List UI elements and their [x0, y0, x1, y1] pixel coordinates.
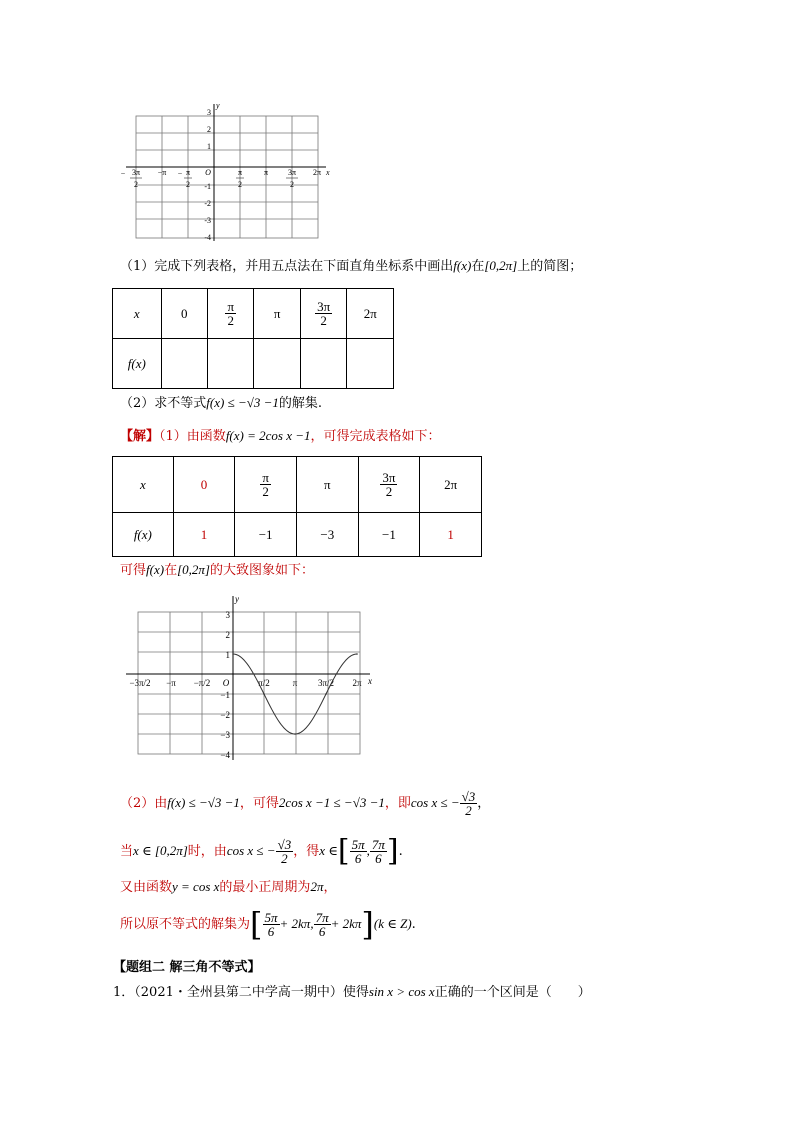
table-cell: π: [254, 289, 300, 339]
x-axis-label: x: [326, 168, 330, 177]
data-point: [325, 693, 327, 695]
table-cell: 0: [161, 289, 207, 339]
table-cell: [300, 339, 347, 389]
question-text: 在: [471, 259, 485, 274]
y-tick-label: −2: [220, 710, 230, 720]
function-graph: [118, 590, 380, 768]
svg-text:−: −: [120, 169, 126, 178]
punct: .: [411, 917, 416, 932]
math-expr: [0,2π]: [484, 258, 518, 273]
bracket-left: [: [250, 905, 263, 944]
data-point: [356, 653, 358, 655]
part2-question: [120, 393, 322, 414]
sol2-line4: [120, 904, 416, 944]
fraction: [314, 911, 331, 938]
y-axis-label: y: [216, 101, 220, 110]
solution-text: 当: [120, 844, 134, 859]
x-tick: π: [263, 168, 269, 177]
table-cell: [161, 339, 207, 389]
question-text: 使得: [342, 985, 369, 1000]
x-tick: π: [185, 168, 191, 177]
solution-text: ，即: [384, 796, 411, 811]
x-tick-label: π: [292, 678, 298, 688]
math-expr: f(x): [453, 258, 472, 273]
sol2-line2: 当x ∈ [0,2π]时，由cos x ≤ − $\frac{√3}{2}$ ，得x ∈[ $\frac{5\pi}{6}$ , $\frac{7\pi}{6}$ ].: [120, 833, 403, 869]
solution-text: 在: [164, 563, 178, 578]
math-expr: + 2kπ,: [279, 916, 314, 931]
solution-tag: 【解】: [120, 429, 160, 444]
y-tick-label: −3: [220, 730, 230, 740]
solution-text: 又由函数: [120, 880, 173, 895]
part-number: （1）: [120, 259, 155, 274]
frac-denominator: 2: [465, 803, 472, 818]
frac-denominator: 6: [375, 851, 382, 866]
answer-table: [112, 456, 482, 557]
x-tick-label: 2π: [352, 678, 362, 688]
question-text: 求不等式: [154, 396, 207, 411]
y-tick: 1: [207, 142, 211, 151]
solution-text: 的最小正周期为: [219, 880, 311, 895]
solution-text: 由函数: [186, 429, 226, 444]
question-number: 1．: [113, 985, 135, 1000]
x-tick-label: π/2: [258, 678, 270, 688]
y-tick-label: 1: [225, 650, 230, 660]
table-cell: 2π: [347, 289, 394, 339]
table-header: f(x): [113, 339, 162, 389]
math-expr: 2π: [310, 879, 324, 894]
frac-denominator: 2: [281, 851, 288, 866]
question-source: （2021・全州县第二中学高一期中）: [134, 985, 343, 1000]
solution-text: 的大致图象如下：: [209, 563, 314, 578]
table-cell: [207, 339, 253, 389]
data-point: [294, 733, 296, 735]
frac-numerator: 5π: [264, 910, 278, 925]
svg-text:2: 2: [186, 180, 190, 189]
sol2-line3: [120, 877, 336, 898]
graph-intro: [120, 560, 314, 581]
table-cell: [347, 339, 394, 389]
frac-numerator: √3: [277, 837, 292, 852]
fraction: [263, 911, 280, 938]
math-expr: (k ∈ Z): [373, 916, 412, 931]
solution-text: 可得: [120, 563, 147, 578]
part1-question: [120, 256, 582, 277]
frac-denominator: 6: [267, 924, 275, 939]
x-tick-label: 3π/2: [317, 678, 335, 688]
punct: ，: [477, 796, 491, 811]
x-tick-label: −π: [166, 678, 176, 688]
math-expr: + 2kπ: [330, 916, 362, 931]
table-cell: 2π: [420, 457, 482, 513]
frac-numerator: √3: [461, 789, 476, 804]
math-expr: x ∈: [319, 843, 338, 858]
svg-text:2: 2: [134, 180, 138, 189]
y-tick-label: −4: [220, 750, 230, 760]
blank-table: [112, 288, 394, 389]
frac-numerator: 5π: [351, 837, 365, 852]
table-cell: π: [296, 457, 358, 513]
group-title: 【题组二 解三角不等式】: [113, 960, 261, 975]
svg-text:−: −: [177, 169, 183, 178]
table-cell: $\frac{\pi}{2}$: [207, 289, 253, 339]
frac-denominator: 6: [354, 851, 362, 866]
table-header: f(x): [113, 513, 174, 557]
question-text: 的解集.: [278, 396, 323, 411]
sol2-line1: [120, 786, 490, 820]
math-expr: cos x ≤ −: [410, 795, 460, 810]
table-cell: −3: [296, 513, 358, 557]
svg-text:2: 2: [238, 180, 242, 189]
x-tick: −π: [157, 168, 167, 177]
table-header: x: [113, 289, 162, 339]
question-text: 正确的一个区间是（ ）: [434, 985, 591, 1000]
table-cell: $\frac{3\pi}{2}$: [300, 289, 347, 339]
solution-intro: [120, 426, 441, 447]
table-cell: $\frac{\pi}{2}$: [235, 457, 297, 513]
x-tick-label: −π/2: [193, 678, 211, 688]
math-expr: x ∈ [0,2π]: [133, 843, 188, 858]
math-expr: f(x): [146, 562, 165, 577]
solution-text: ，: [323, 880, 337, 895]
y-tick: -2: [204, 199, 211, 208]
table-cell: −1: [235, 513, 297, 557]
data-point: [263, 693, 265, 695]
table-header: x: [113, 457, 174, 513]
y-tick: 2: [207, 125, 211, 134]
question-text: 上的简图；: [517, 259, 583, 274]
x-tick-label: O: [222, 678, 230, 688]
frac-numerator: 7π: [315, 910, 329, 925]
fraction: [370, 838, 387, 865]
bracket-right: ]: [361, 905, 374, 944]
fraction: [350, 838, 367, 865]
x-tick-label: −3π/2: [129, 678, 151, 688]
table-cell: 0: [173, 457, 235, 513]
x-tick: π: [237, 168, 243, 177]
data-point: [232, 653, 234, 655]
punct: .: [398, 844, 403, 859]
math-expr: sin x > cos x: [368, 984, 435, 999]
math-expr: y = cos x: [172, 879, 220, 894]
bracket-right: ]: [386, 833, 399, 869]
fraction: [276, 838, 294, 865]
origin-label: O: [205, 168, 211, 177]
solution-text: 由: [154, 796, 168, 811]
part-number: （2）: [120, 796, 155, 811]
y-tick: -4: [204, 233, 211, 242]
fraction: [460, 790, 478, 817]
math-expr: f(x) = 2cos x −1: [225, 428, 311, 443]
bracket-left: [: [337, 833, 350, 869]
y-axis-label: y: [235, 594, 239, 604]
y-tick: -1: [204, 182, 211, 191]
question-text: 完成下列表格，并用五点法在下面直角坐标系中画出: [154, 259, 454, 274]
part-number: （1）: [159, 429, 187, 444]
math-expr: cos x ≤ −: [226, 843, 276, 858]
solution-text: 所以原不等式的解集为: [120, 917, 251, 932]
table-cell: 1: [173, 513, 235, 557]
x-tick: 2π: [312, 168, 322, 177]
solution-text: 时，由: [187, 844, 227, 859]
table-cell: [254, 339, 300, 389]
blank-grid-graph: [118, 96, 338, 244]
y-tick-label: 3: [225, 610, 230, 620]
solution-text: ，可得: [239, 796, 279, 811]
math-expr: f(x) ≤ −√3 −1: [167, 795, 240, 810]
y-tick: -3: [204, 216, 211, 225]
y-tick-label: −1: [220, 690, 230, 700]
math-expr: [0,2π]: [177, 562, 210, 577]
part-number: （2）: [120, 396, 155, 411]
y-tick: 3: [207, 108, 211, 117]
svg-text:2: 2: [290, 180, 294, 189]
solution-text: ，可得完成表格如下：: [310, 429, 441, 444]
x-tick: 3π: [287, 168, 297, 177]
table-cell: −1: [358, 513, 420, 557]
frac-numerator: 7π: [371, 837, 385, 852]
frac-denominator: 6: [318, 924, 326, 939]
math-expr: f(x) ≤ −√3 −1: [206, 395, 279, 410]
math-expr: 2cos x −1 ≤ −√3 −1: [278, 795, 385, 810]
y-tick-label: 2: [225, 630, 230, 640]
question-1: [113, 982, 591, 1003]
x-axis-label: x: [368, 676, 372, 686]
table-cell: 1: [420, 513, 482, 557]
table-cell: $\frac{3\pi}{2}$: [358, 457, 420, 513]
x-tick: 3π: [131, 168, 141, 177]
solution-text: ，得: [293, 844, 320, 859]
